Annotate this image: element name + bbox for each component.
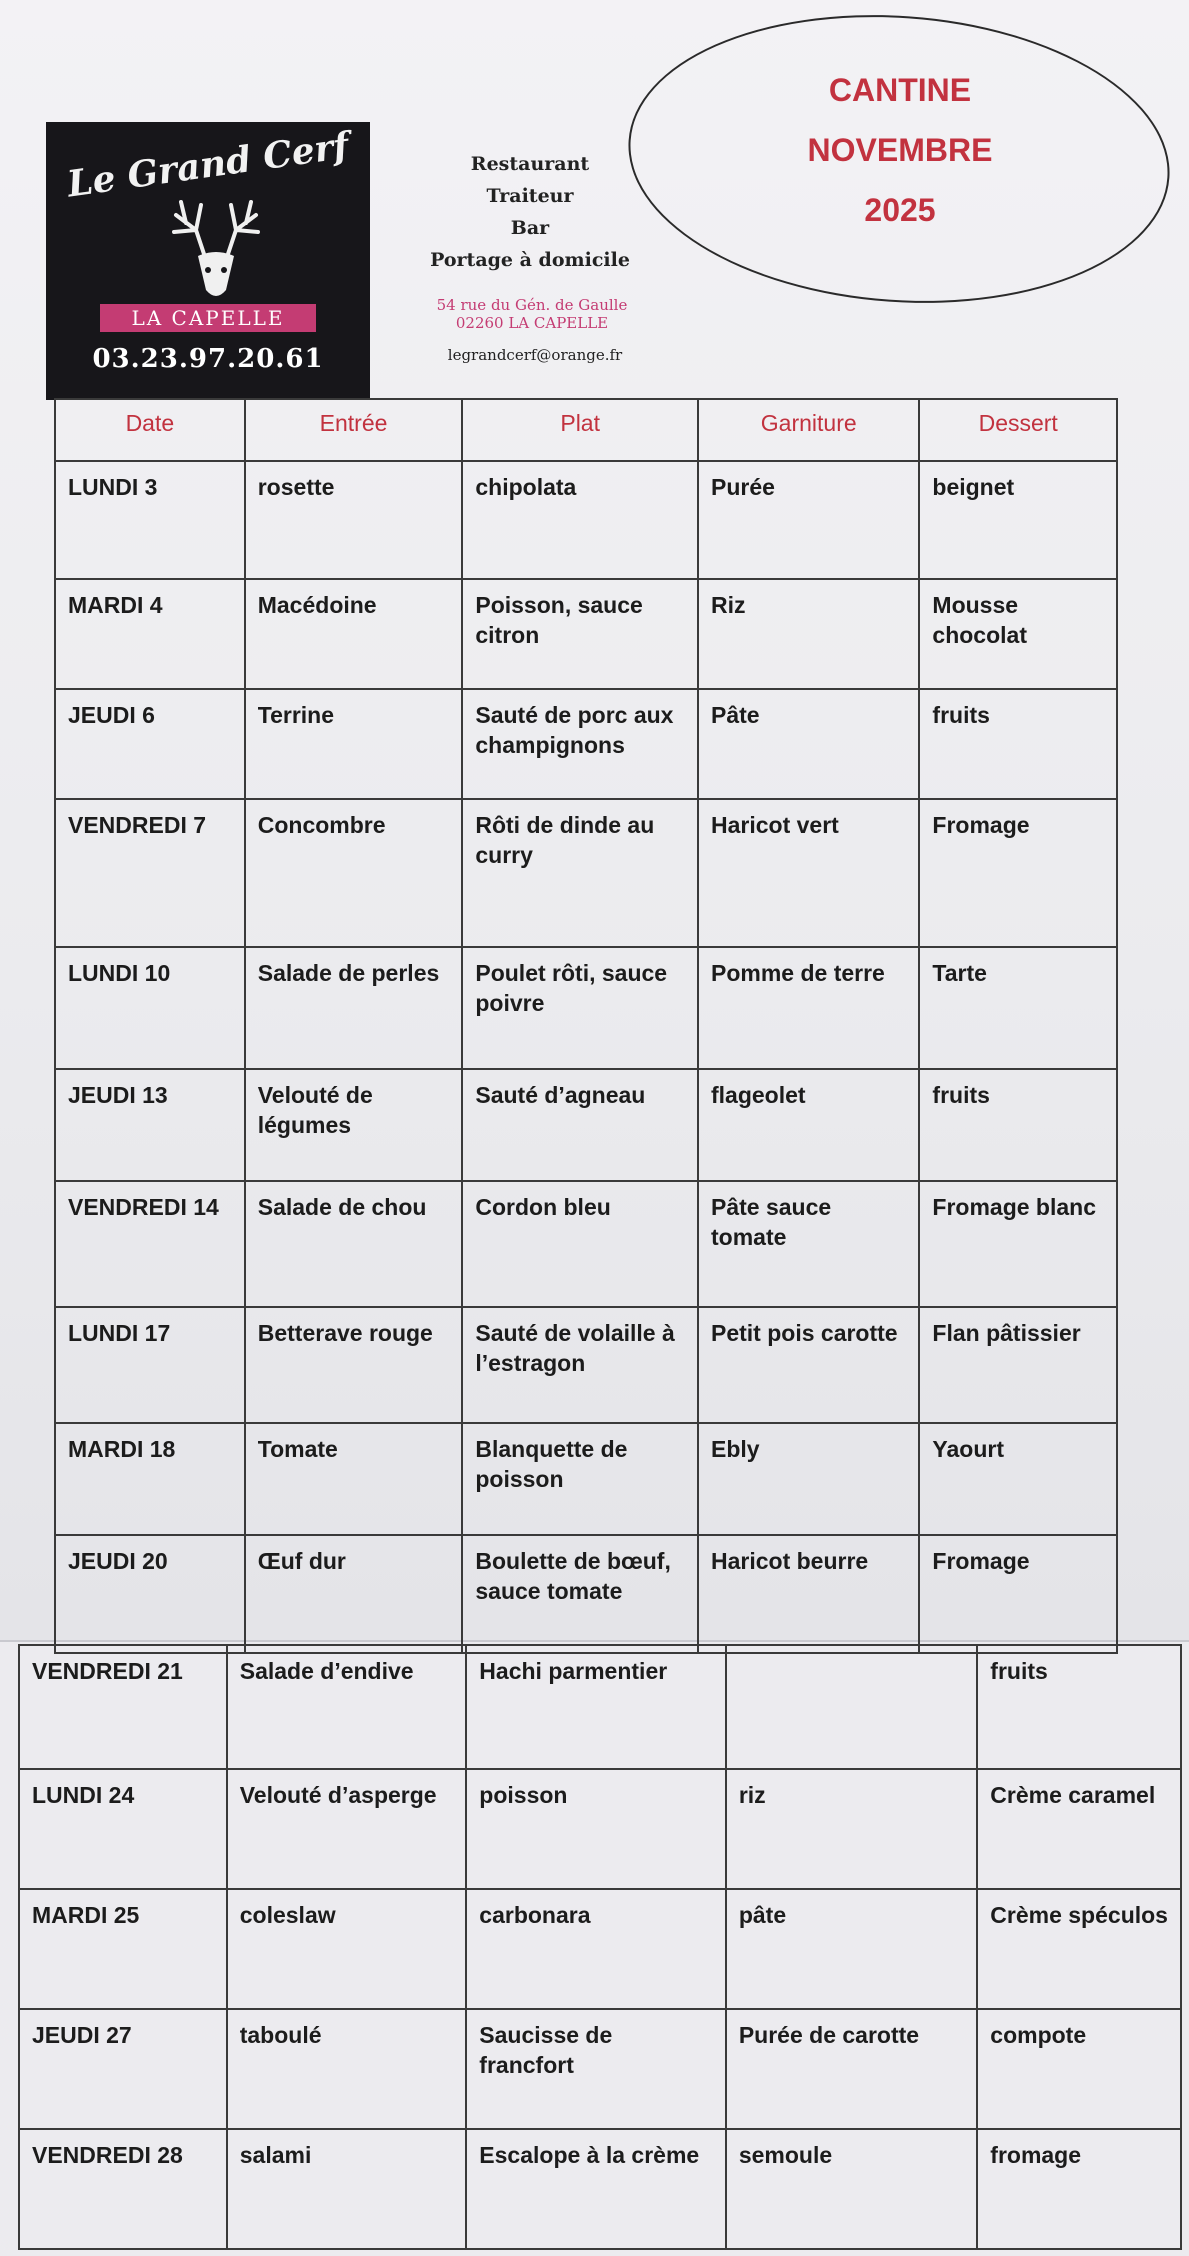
cell-date: VENDREDI 28 <box>19 2129 227 2249</box>
header-dessert: Dessert <box>919 399 1117 461</box>
cell-date: JEUDI 27 <box>19 2009 227 2129</box>
cell-date: LUNDI 17 <box>55 1307 245 1423</box>
cell-entree: Œuf dur <box>245 1535 463 1653</box>
title-line: CANTINE <box>828 72 972 108</box>
cell-plat: Poulet rôti, sauce poivre <box>462 947 698 1069</box>
cell-entree: Betterave rouge <box>245 1307 463 1423</box>
cell-date: MARDI 4 <box>55 579 245 689</box>
cell-dessert: Crème spéculos <box>977 1889 1181 2009</box>
restaurant-logo <box>46 122 370 400</box>
cell-date: VENDREDI 7 <box>55 799 245 947</box>
cell-garniture: Pomme de terre <box>698 947 919 1069</box>
cell-dessert: compote <box>977 2009 1181 2129</box>
header-garniture: Garniture <box>698 399 919 461</box>
cell-garniture: Pâte <box>698 689 919 799</box>
cell-entree: Salade de chou <box>245 1181 463 1307</box>
cell-date: JEUDI 13 <box>55 1069 245 1181</box>
cell-dessert: fromage <box>977 2129 1181 2249</box>
cell-entree: Tomate <box>245 1423 463 1535</box>
cell-date: LUNDI 10 <box>55 947 245 1069</box>
table-row <box>55 579 1117 689</box>
address <box>392 296 672 332</box>
table-row <box>19 1889 1181 2009</box>
cell-entree: Macédoine <box>245 579 463 689</box>
cell-garniture: Ebly <box>698 1423 919 1535</box>
cell-date: VENDREDI 21 <box>19 1645 227 1769</box>
service-item: Portage à domicile <box>430 249 630 271</box>
cell-entree: rosette <box>245 461 463 579</box>
cell-garniture: semoule <box>726 2129 977 2249</box>
stag-icon <box>156 190 276 310</box>
cell-plat: Saucisse de francfort <box>466 2009 726 2129</box>
cell-entree: Concombre <box>245 799 463 947</box>
cell-dessert: fruits <box>919 689 1117 799</box>
cell-dessert: fruits <box>919 1069 1117 1181</box>
table-row <box>19 1769 1181 1889</box>
cell-garniture: Purée de carotte <box>726 2009 977 2129</box>
cell-date: LUNDI 24 <box>19 1769 227 1889</box>
table-row <box>55 799 1117 947</box>
cell-dessert: Fromage blanc <box>919 1181 1117 1307</box>
logo-phone: 03.23.97.20.61 <box>92 344 324 374</box>
cell-entree: Salade d’endive <box>227 1645 467 1769</box>
page-title <box>760 60 1040 240</box>
cell-date: MARDI 25 <box>19 1889 227 2009</box>
cell-plat: Sauté de porc aux champignons <box>462 689 698 799</box>
table-header-row <box>55 399 1117 461</box>
cell-plat: Rôti de dinde au curry <box>462 799 698 947</box>
cell-plat: Sauté de volaille à l’estragon <box>462 1307 698 1423</box>
cell-plat: poisson <box>466 1769 726 1889</box>
cell-entree: Terrine <box>245 689 463 799</box>
cell-entree: coleslaw <box>227 1889 467 2009</box>
address-line: 54 rue du Gén. de Gaulle <box>436 296 628 314</box>
title-line: 2025 <box>864 192 936 228</box>
cell-garniture: Haricot vert <box>698 799 919 947</box>
cell-plat: Sauté d’agneau <box>462 1069 698 1181</box>
header-entree: Entrée <box>245 399 463 461</box>
cell-entree: Velouté d’asperge <box>227 1769 467 1889</box>
cell-garniture <box>726 1645 977 1769</box>
menu-table-continued <box>18 1644 1182 2250</box>
title-line: NOVEMBRE <box>807 132 993 168</box>
cell-garniture: pâte <box>726 1889 977 2009</box>
cell-dessert: Fromage <box>919 799 1117 947</box>
cell-garniture: flageolet <box>698 1069 919 1181</box>
cell-dessert: Yaourt <box>919 1423 1117 1535</box>
cell-plat: Escalope à la crème <box>466 2129 726 2249</box>
cell-plat: Blanquette de poisson <box>462 1423 698 1535</box>
cell-plat: Boulette de bœuf, sauce tomate <box>462 1535 698 1653</box>
cell-plat: Hachi parmentier <box>466 1645 726 1769</box>
email: legrandcerf@orange.fr <box>447 346 623 364</box>
cell-dessert: Mousse chocolat <box>919 579 1117 689</box>
table-row <box>19 2009 1181 2129</box>
cell-date: LUNDI 3 <box>55 461 245 579</box>
cell-garniture: Pâte sauce tomate <box>698 1181 919 1307</box>
cell-garniture: Haricot beurre <box>698 1535 919 1653</box>
table-row <box>55 461 1117 579</box>
table-row <box>55 947 1117 1069</box>
cell-plat: Cordon bleu <box>462 1181 698 1307</box>
cell-entree: salami <box>227 2129 467 2249</box>
table-row <box>19 1645 1181 1769</box>
cell-plat: Poisson, sauce citron <box>462 579 698 689</box>
header-date: Date <box>55 399 245 461</box>
cell-dessert: beignet <box>919 461 1117 579</box>
cell-dessert: Flan pâtissier <box>919 1307 1117 1423</box>
cell-dessert: Tarte <box>919 947 1117 1069</box>
service-item: Bar <box>510 217 550 239</box>
service-item: Restaurant <box>470 153 590 175</box>
cell-date: JEUDI 20 <box>55 1535 245 1653</box>
table-row <box>55 1181 1117 1307</box>
cell-entree: Velouté de légumes <box>245 1069 463 1181</box>
cell-date: MARDI 18 <box>55 1423 245 1535</box>
table-row <box>55 1069 1117 1181</box>
cell-date: JEUDI 6 <box>55 689 245 799</box>
address-line: 02260 LA CAPELLE <box>455 314 609 332</box>
cell-plat: chipolata <box>462 461 698 579</box>
cell-entree: taboulé <box>227 2009 467 2129</box>
cell-dessert: Fromage <box>919 1535 1117 1653</box>
logo-town-ribbon: LA CAPELLE <box>100 304 316 332</box>
menu-table <box>54 398 1118 1654</box>
cell-plat: carbonara <box>466 1889 726 2009</box>
table-row <box>55 689 1117 799</box>
header-plat: Plat <box>462 399 698 461</box>
cell-dessert: fruits <box>977 1645 1181 1769</box>
service-item: Traiteur <box>486 185 574 207</box>
cell-dessert: Crème caramel <box>977 1769 1181 1889</box>
table-row <box>55 1535 1117 1653</box>
cell-garniture: riz <box>726 1769 977 1889</box>
cell-date: VENDREDI 14 <box>55 1181 245 1307</box>
cell-entree: Salade de perles <box>245 947 463 1069</box>
cell-garniture: Purée <box>698 461 919 579</box>
cell-garniture: Riz <box>698 579 919 689</box>
table-row <box>19 2129 1181 2249</box>
table-row <box>55 1423 1117 1535</box>
cell-garniture: Petit pois carotte <box>698 1307 919 1423</box>
logo-name: Le Grand Cerf <box>64 124 352 206</box>
table-row <box>55 1307 1117 1423</box>
